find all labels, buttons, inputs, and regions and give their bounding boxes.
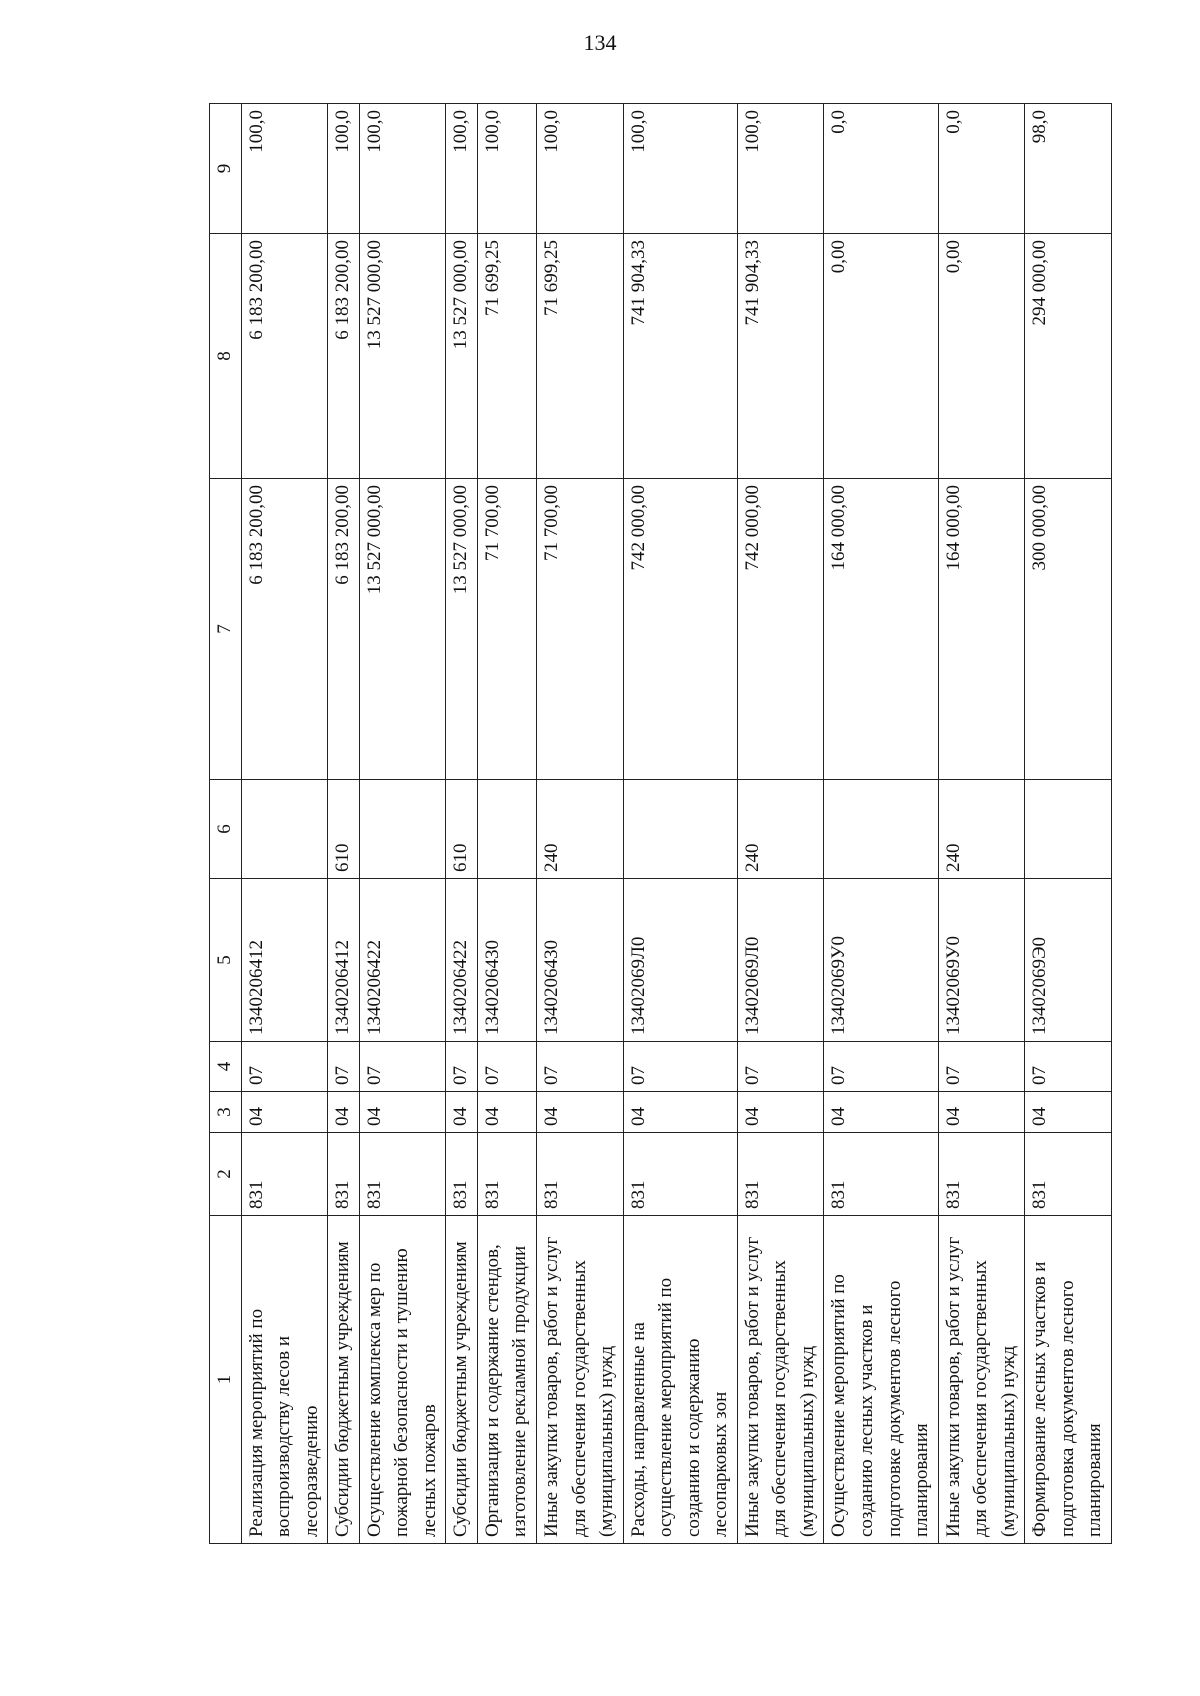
table-row (737, 104, 824, 1544)
rotated-table-area (209, 104, 1106, 1544)
rotated-table-content (209, 104, 1106, 1544)
expense-type-code (623, 780, 737, 879)
ministry-code: 831 (537, 1133, 624, 1216)
expense-type-code: 240 (938, 780, 1025, 879)
subsection-code: 07 (241, 1042, 328, 1092)
ministry-code: 831 (737, 1133, 824, 1216)
table-row (1025, 104, 1112, 1544)
executed-amount: 294 000,00 (1025, 234, 1112, 479)
table-row (328, 104, 360, 1544)
ministry-code: 831 (328, 1133, 360, 1216)
column-number: 7 (210, 479, 242, 780)
subsection-code: 07 (1025, 1042, 1112, 1092)
expense-type-code: 610 (446, 780, 478, 879)
execution-percent: 100,0 (737, 104, 824, 234)
section-code: 04 (623, 1092, 737, 1133)
target-article-code: 1340206430 (477, 879, 536, 1042)
column-number: 2 (210, 1133, 242, 1216)
row-description: Субсидии бюджетным учреждениям (328, 1216, 360, 1544)
section-code: 04 (359, 1092, 446, 1133)
execution-percent: 100,0 (446, 104, 478, 234)
column-number-row (210, 104, 242, 1544)
execution-percent: 0,0 (824, 104, 938, 234)
row-description: Осуществление комплекса мер по пожарной безопасности и тушению лесных пожаров (359, 1216, 446, 1544)
target-article-code: 13402069Э0 (1025, 879, 1112, 1042)
target-article-code: 1340206412 (328, 879, 360, 1042)
planned-amount: 164 000,00 (824, 479, 938, 780)
planned-amount: 164 000,00 (938, 479, 1025, 780)
planned-amount: 6 183 200,00 (241, 479, 328, 780)
executed-amount: 0,00 (938, 234, 1025, 479)
section-code: 04 (477, 1092, 536, 1133)
section-code: 04 (537, 1092, 624, 1133)
executed-amount: 6 183 200,00 (328, 234, 360, 479)
ministry-code: 831 (446, 1133, 478, 1216)
page-number: 134 (583, 30, 617, 55)
column-number: 4 (210, 1042, 242, 1092)
executed-amount: 0,00 (824, 234, 938, 479)
subsection-code: 07 (537, 1042, 624, 1092)
ministry-code: 831 (1025, 1133, 1112, 1216)
table-row (537, 104, 624, 1544)
row-description: Осуществление мероприятий по созданию лесных участков и подготовке документов лесного планирования (824, 1216, 938, 1544)
table-row (824, 104, 938, 1544)
row-description: Реализация мероприятий по воспроизводству лесов и лесоразведению (241, 1216, 328, 1544)
table-row (938, 104, 1025, 1544)
execution-percent: 0,0 (938, 104, 1025, 234)
section-code: 04 (938, 1092, 1025, 1133)
expense-type-code (824, 780, 938, 879)
expense-type-code: 240 (537, 780, 624, 879)
subsection-code: 07 (477, 1042, 536, 1092)
expense-type-code: 240 (737, 780, 824, 879)
execution-percent: 98,0 (1025, 104, 1112, 234)
expense-type-code: 610 (328, 780, 360, 879)
executed-amount: 71 699,25 (477, 234, 536, 479)
subsection-code: 07 (737, 1042, 824, 1092)
execution-percent: 100,0 (328, 104, 360, 234)
subsection-code: 07 (446, 1042, 478, 1092)
column-number: 8 (210, 234, 242, 479)
executed-amount: 6 183 200,00 (241, 234, 328, 479)
subsection-code: 07 (328, 1042, 360, 1092)
table-row (446, 104, 478, 1544)
target-article-code: 13402069Л0 (737, 879, 824, 1042)
planned-amount: 6 183 200,00 (328, 479, 360, 780)
ministry-code: 831 (623, 1133, 737, 1216)
executed-amount: 71 699,25 (537, 234, 624, 479)
target-article-code: 1340206430 (537, 879, 624, 1042)
expense-type-code (241, 780, 328, 879)
table-row (477, 104, 536, 1544)
executed-amount: 741 904,33 (737, 234, 824, 479)
ministry-code: 831 (477, 1133, 536, 1216)
target-article-code: 13402069Л0 (623, 879, 737, 1042)
table-row (241, 104, 328, 1544)
row-description: Формирование лесных участков и подготовка документов лесного планирования (1025, 1216, 1112, 1544)
target-article-code: 1340206412 (241, 879, 328, 1042)
planned-amount: 742 000,00 (737, 479, 824, 780)
row-description: Иные закупки товаров, работ и услуг для обеспечения государственных (муниципальных) нужд (938, 1216, 1025, 1544)
planned-amount: 300 000,00 (1025, 479, 1112, 780)
row-description: Расходы, направленные на осуществление мероприятий по созданию и содержанию лесопарковых зон (623, 1216, 737, 1544)
executed-amount: 741 904,33 (623, 234, 737, 479)
column-number: 3 (210, 1092, 242, 1133)
expense-type-code (477, 780, 536, 879)
row-description: Организация и содержание стендов, изготовление рекламной продукции (477, 1216, 536, 1544)
section-code: 04 (1025, 1092, 1112, 1133)
section-code: 04 (328, 1092, 360, 1133)
ministry-code: 831 (824, 1133, 938, 1216)
budget-table (209, 103, 1112, 1544)
table-row (359, 104, 446, 1544)
execution-percent: 100,0 (537, 104, 624, 234)
target-article-code: 1340206422 (446, 879, 478, 1042)
execution-percent: 100,0 (241, 104, 328, 234)
section-code: 04 (737, 1092, 824, 1133)
target-article-code: 13402069У0 (938, 879, 1025, 1042)
target-article-code: 1340206422 (359, 879, 446, 1042)
executed-amount: 13 527 000,00 (359, 234, 446, 479)
expense-type-code (359, 780, 446, 879)
column-number: 9 (210, 104, 242, 234)
execution-percent: 100,0 (623, 104, 737, 234)
planned-amount: 13 527 000,00 (359, 479, 446, 780)
execution-percent: 100,0 (477, 104, 536, 234)
row-description: Иные закупки товаров, работ и услуг для обеспечения государственных (муниципальных) нужд (737, 1216, 824, 1544)
target-article-code: 13402069У0 (824, 879, 938, 1042)
column-number: 6 (210, 780, 242, 879)
planned-amount: 71 700,00 (477, 479, 536, 780)
row-description: Субсидии бюджетным учреждениям (446, 1216, 478, 1544)
planned-amount: 742 000,00 (623, 479, 737, 780)
execution-percent: 100,0 (359, 104, 446, 234)
section-code: 04 (446, 1092, 478, 1133)
subsection-code: 07 (359, 1042, 446, 1092)
table-row (623, 104, 737, 1544)
expense-type-code (1025, 780, 1112, 879)
ministry-code: 831 (359, 1133, 446, 1216)
column-number: 1 (210, 1216, 242, 1544)
planned-amount: 13 527 000,00 (446, 479, 478, 780)
ministry-code: 831 (241, 1133, 328, 1216)
executed-amount: 13 527 000,00 (446, 234, 478, 479)
ministry-code: 831 (938, 1133, 1025, 1216)
subsection-code: 07 (824, 1042, 938, 1092)
subsection-code: 07 (623, 1042, 737, 1092)
row-description: Иные закупки товаров, работ и услуг для обеспечения государственных (муниципальных) нужд (537, 1216, 624, 1544)
subsection-code: 07 (938, 1042, 1025, 1092)
column-number: 5 (210, 879, 242, 1042)
planned-amount: 71 700,00 (537, 479, 624, 780)
section-code: 04 (824, 1092, 938, 1133)
section-code: 04 (241, 1092, 328, 1133)
